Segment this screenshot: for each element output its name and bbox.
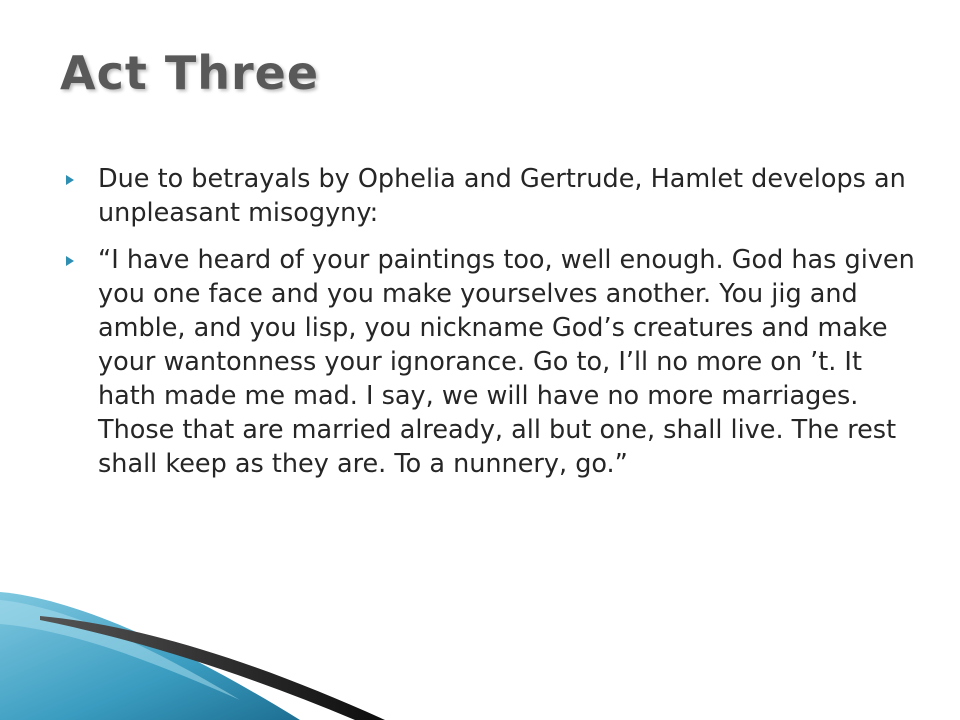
bullet-text: “I have heard of your paintings too, well enough. God has given you one face and you make yourselves another. You jig and amble, and you lisp, you nickname God’s creatures and make your wantonness your ignorance. Go to, I’ll no more on ’t. It hath made me mad. I say, we will have no more marriages. Those that are married already, all but one, shall live. The rest shall keep as they are. To a nunnery, go.”: [98, 245, 915, 479]
bullet-text: Due to betrayals by Ophelia and Gertrude, Hamlet develops an unpleasant misogyny:: [98, 164, 906, 228]
slide-title: Act Three: [60, 46, 320, 100]
